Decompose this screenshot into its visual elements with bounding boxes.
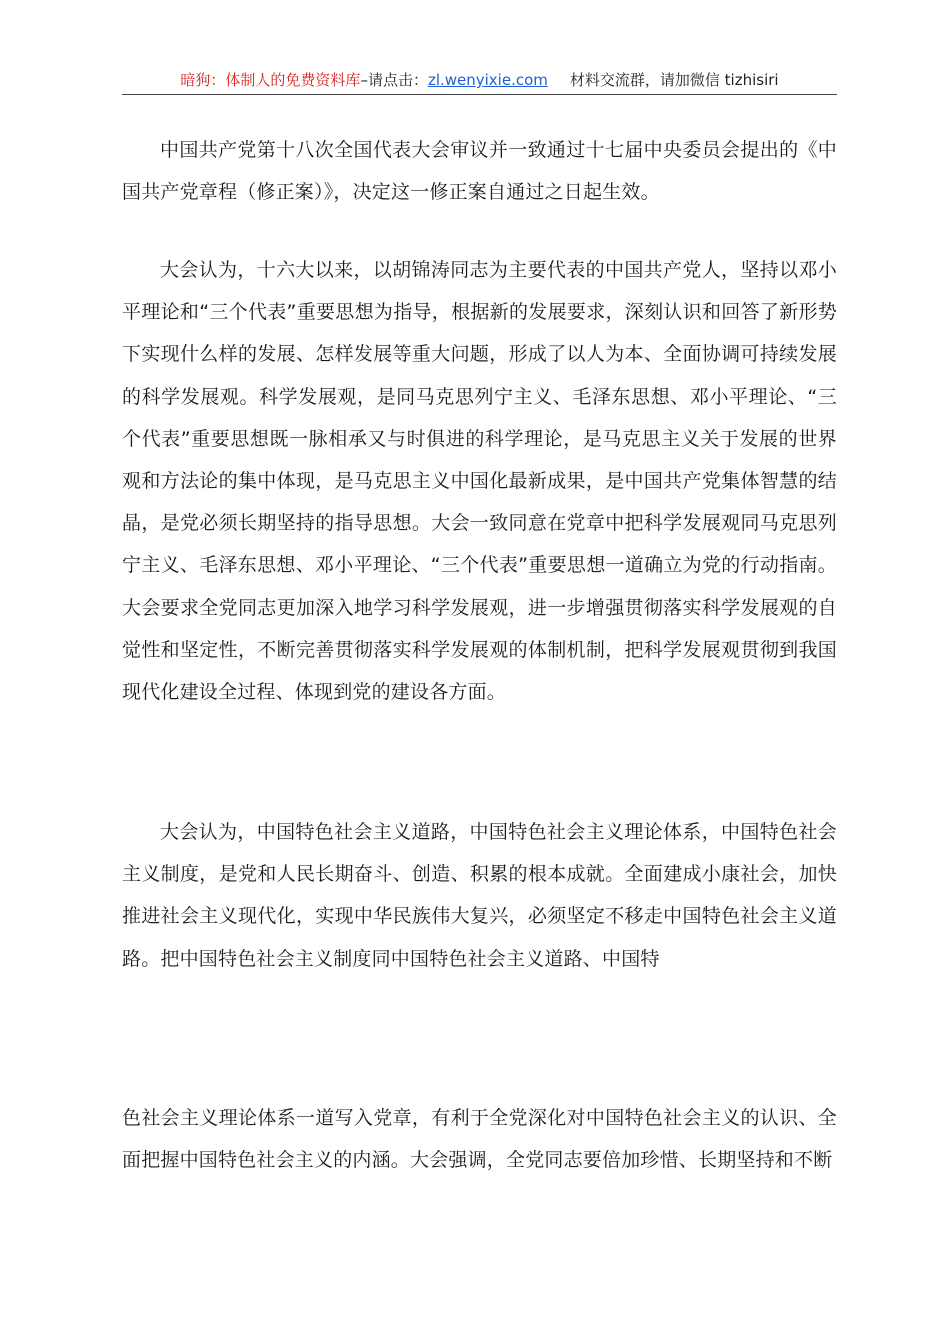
paragraph-1: 中国共产党第十八次全国代表大会审议并一致通过十七届中央委员会提出的《中国共产党章程（修正案）》，决定这一修正案自通过之日起生效。 (122, 139, 837, 204)
paragraph-4-continued: 色社会主义理论体系一道写入党章，有利于全党深化对中国特色社会主义的认识、全面把握中国特色社会主义的内涵。大会强调，全党同志要倍加珍惜、长期坚持和不断 (122, 1107, 837, 1172)
header-brand: 暗狗：体制人的免费资料库 (180, 71, 361, 89)
page-header (122, 68, 837, 95)
header-link[interactable]: zl.wenyixie.com (427, 71, 548, 89)
paragraph-3: 大会认为，中国特色社会主义道路，中国特色社会主义理论体系，中国特色社会主义制度，是党和人民长期奋斗、创造、积累的根本成就。全面建成小康社会，加快推进社会主义现代化，实现中华民族伟大复兴，必须坚定不移走中国特色社会主义道路。把中国特色社会主义制度同中国特色社会主义道路、中国特 (122, 821, 837, 970)
header-prompt: –请点击： (360, 71, 428, 89)
header-contact: 材料交流群，请加微信 tizhisiri (569, 71, 779, 89)
paragraph-2: 大会认为，十六大以来，以胡锦涛同志为主要代表的中国共产党人，坚持以邓小平理论和“三个代表”重要思想为指导，根据新的发展要求，深刻认识和回答了新形势下实现什么样的发展、怎样发展等重大问题，形成了以人为本、全面协调可持续发展的科学发展观。科学发展观，是同马克思列宁主义、毛泽东思想、邓小平理论、“三个代表”重要思想既一脉相承又与时俱进的科学理论，是马克思主义关于发展的世界观和方法论的集中体现，是马克思主义中国化最新成果，是中国共产党集体智慧的结晶，是党必须长期坚持的指导思想。大会一致同意在党章中把科学发展观同马克思列宁主义、毛泽东思想、邓小平理论、“三个代表”重要思想一道确立为党的行动指南。大会要求全党同志更加深入地学习科学发展观，进一步增强贯彻落实科学发展观的自觉性和坚定性，不断完善贯彻落实科学发展观的体制机制，把科学发展观贯彻到我国现代化建设全过程、体现到党的建设各方面。 (122, 259, 837, 704)
